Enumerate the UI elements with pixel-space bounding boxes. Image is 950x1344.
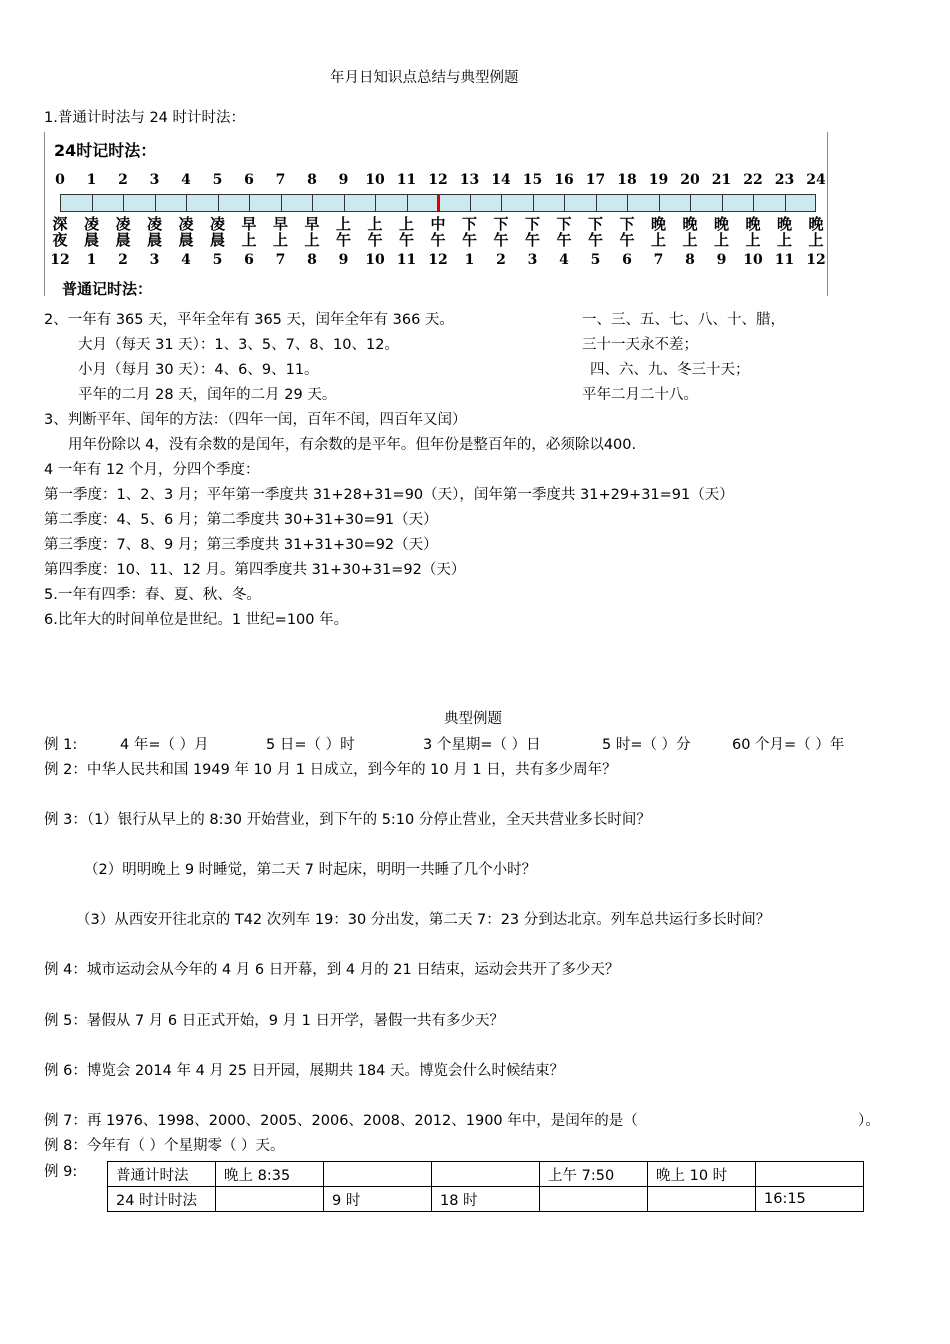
- note-2c: 平年的二月 28 天，闰年的二月 29 天。: [78, 387, 337, 403]
- table-cell: 普通计时法: [108, 1162, 216, 1187]
- hour-24-label: 18: [617, 172, 637, 188]
- caption-12h: 普通记时法：: [62, 280, 153, 298]
- period-label: 早上: [272, 215, 288, 249]
- time-system-figure: [44, 132, 830, 300]
- hour-24-label: 13: [459, 172, 480, 188]
- period-label: 晚上: [745, 215, 761, 249]
- hour-tick: [659, 195, 660, 211]
- example-7: 例 7：再 1976、1998、2000、2005、2006、2008、2012、1900 年中，是闰年的是（: [44, 1113, 638, 1129]
- table-row: [108, 1187, 864, 1212]
- table-cell: 16:15: [756, 1187, 864, 1212]
- hour-12-label: 8: [307, 252, 317, 268]
- hour-24-label: 8: [307, 172, 317, 188]
- hour-24-label: 11: [396, 172, 417, 188]
- hour-24-label: 10: [365, 172, 385, 188]
- hour-24-label: 9: [338, 172, 349, 188]
- example-7-end: ）。: [858, 1113, 880, 1129]
- hour-tick: [501, 195, 502, 211]
- example-3-2: （2）明明晚上 9 时睡觉，第二天 7 时起床，明明一共睡了几个小时？: [84, 862, 537, 878]
- rhyme-line-1: 一、三、五、七、八、十、腊，: [582, 312, 785, 328]
- hour-tick: [249, 195, 250, 211]
- period-label: 中午: [430, 215, 446, 249]
- example-4: 例 4：城市运动会从今年的 4 月 6 日开幕，到 4 月的 21 日结束，运动会共开了多少天？: [44, 962, 620, 978]
- example-3-1: 例 3：（1）银行从早上的 8:30 开始营业，到下午的 5:10 分停止营业，全天共营业多长时间？: [44, 812, 651, 828]
- hour-24-label: 5: [212, 172, 223, 188]
- hour-12-label: 9: [716, 252, 727, 268]
- period-label: 晚上: [650, 215, 666, 249]
- hour-12-label: 1: [464, 252, 475, 268]
- period-label: 下午: [461, 215, 477, 249]
- table-cell[interactable]: [756, 1162, 864, 1187]
- hour-tick: [186, 195, 187, 211]
- table-cell: 9 时: [324, 1187, 432, 1212]
- example-8: 例 8：今年有（ ）个星期零（ ）天。: [44, 1138, 285, 1154]
- example-9-table: [107, 1161, 864, 1212]
- note-6: 6.比年大的时间单位是世纪。1 世纪=100 年。: [44, 612, 349, 628]
- hour-12-label: 5: [590, 252, 601, 268]
- noon-marker: [437, 195, 440, 211]
- hour-tick: [753, 195, 754, 211]
- hour-24-label: 6: [244, 172, 254, 188]
- hour-24-label: 14: [491, 172, 511, 188]
- hour-24-label: 16: [554, 172, 574, 188]
- hour-tick: [470, 195, 471, 211]
- period-label: 深夜: [52, 215, 68, 249]
- hour-12-label: 10: [743, 252, 763, 268]
- hour-12-label: 2: [118, 252, 128, 268]
- rhyme-line-4: 平年二月二十八。: [582, 387, 698, 403]
- period-label: 凌晨: [209, 215, 225, 249]
- hour-12-label: 8: [685, 252, 695, 268]
- hour-tick: [690, 195, 691, 211]
- example-3-3: （3）从西安开往北京的 T42 次列车 19：30 分出发，第二天 7：23 分到达北京。列车总共运行多长时间？: [76, 912, 771, 928]
- hour-tick: [407, 195, 408, 211]
- hour-12-label: 1: [86, 252, 97, 268]
- example-5: 例 5：暑假从 7 月 6 日正式开始，9 月 1 日开学，暑假一共有多少天？: [44, 1013, 504, 1029]
- hour-24-label: 21: [711, 172, 732, 188]
- hour-12-label: 9: [338, 252, 349, 268]
- hour-24-label: 7: [275, 172, 286, 188]
- hour-24-label: 4: [181, 172, 191, 188]
- hour-tick: [785, 195, 786, 211]
- hour-tick: [627, 195, 628, 211]
- period-label: 上午: [367, 215, 383, 249]
- hour-tick: [722, 195, 723, 211]
- example-1-item: 3 个星期=（ ）日: [423, 737, 541, 753]
- period-label: 下午: [524, 215, 540, 249]
- page-title: 年月日知识点总结与典型例题: [330, 70, 519, 86]
- example-9-label: 例 9:: [44, 1164, 78, 1180]
- table-cell: 24 时计时法: [108, 1187, 216, 1212]
- note-2: 2、一年有 365 天，平年全年有 365 天，闰年全年有 366 天。: [44, 312, 454, 328]
- note-4: 4 一年有 12 个月，分四个季度：: [44, 462, 260, 478]
- table-row: [108, 1162, 864, 1187]
- hour-24-label: 15: [522, 172, 543, 188]
- hour-24-label: 17: [585, 172, 606, 188]
- example-1-item: 5 时=（ ）分: [602, 737, 691, 753]
- period-label: 凌晨: [146, 215, 162, 249]
- note-3: 3、判断平年、闰年的方法：（四年一闰，百年不闰，四百年又闰）: [44, 412, 467, 428]
- hour-12-label: 4: [559, 252, 569, 268]
- hour-12-label: 7: [275, 252, 286, 268]
- table-cell: 晚上 8:35: [216, 1162, 324, 1187]
- hour-tick: [218, 195, 219, 211]
- hour-12-label: 3: [527, 252, 538, 268]
- hour-tick: [375, 195, 376, 211]
- rhyme-line-2: 三十一天永不差；: [582, 337, 698, 353]
- hour-12-label: 5: [212, 252, 223, 268]
- hour-tick: [533, 195, 534, 211]
- note-3a: 用年份除以 4，没有余数的是闰年，有余数的是平年。但年份是整百年的，必须除以400.: [68, 437, 637, 453]
- example-6: 例 6：博览会 2014 年 4 月 25 日开园，展期共 184 天。博览会什么时候结束？: [44, 1063, 564, 1079]
- period-label: 凌晨: [115, 215, 131, 249]
- hour-12-label: 4: [181, 252, 191, 268]
- hour-12-label: 12: [806, 252, 826, 268]
- period-label: 上午: [335, 215, 351, 249]
- hour-tick: [344, 195, 345, 211]
- period-label: 下午: [619, 215, 635, 249]
- example-1-label: 例 1:: [44, 737, 78, 753]
- hour-tick: [92, 195, 93, 211]
- table-cell[interactable]: [540, 1187, 648, 1212]
- period-label: 下午: [493, 215, 509, 249]
- table-cell: 晚上 10 时: [648, 1162, 756, 1187]
- hour-24-label: 24: [806, 172, 826, 188]
- hour-24-label: 20: [680, 172, 700, 188]
- hour-24-label: 23: [774, 172, 795, 188]
- table-cell[interactable]: [648, 1187, 756, 1212]
- quarter-4: 第四季度：10、11、12 月。第四季度共 31+30+31=92（天）: [44, 562, 466, 578]
- hour-12-label: 2: [496, 252, 506, 268]
- time-bar: [60, 194, 816, 212]
- hour-tick: [312, 195, 313, 211]
- period-label: 晚上: [776, 215, 792, 249]
- hour-24-label: 22: [743, 172, 763, 188]
- period-label: 下午: [587, 215, 603, 249]
- hour-12-label: 7: [653, 252, 664, 268]
- table-cell[interactable]: [432, 1162, 540, 1187]
- period-label: 晚上: [682, 215, 698, 249]
- period-label: 凌晨: [83, 215, 99, 249]
- hour-tick: [123, 195, 124, 211]
- hour-12-label: 11: [774, 252, 795, 268]
- period-label: 凌晨: [178, 215, 194, 249]
- section-1-heading: 1.普通计时法与 24 时计时法：: [44, 110, 246, 126]
- quarter-1: 第一季度：1、2、3 月；平年第一季度共 31+28+31=90（天），闰年第一季度共 31+29+31=91（天）: [44, 487, 734, 503]
- hour-24-label: 1: [86, 172, 97, 188]
- example-1-item: 5 日=（ ）时: [266, 737, 355, 753]
- hour-tick: [281, 195, 282, 211]
- hour-24-label: 12: [428, 172, 448, 188]
- period-label: 上午: [398, 215, 414, 249]
- note-2b: 小月（每月 30 天）：4、6、9、11。: [78, 362, 319, 378]
- period-label: 早上: [304, 215, 320, 249]
- period-label: 晚上: [808, 215, 824, 249]
- hour-12-label: 12: [50, 252, 70, 268]
- period-label: 晚上: [713, 215, 729, 249]
- hour-24-label: 2: [118, 172, 128, 188]
- table-cell[interactable]: [324, 1162, 432, 1187]
- note-5: 5.一年有四季：春、夏、秋、冬。: [44, 587, 261, 603]
- hour-24-label: 19: [648, 172, 669, 188]
- period-label: 下午: [556, 215, 572, 249]
- examples-heading: 典型例题: [444, 711, 502, 727]
- table-cell[interactable]: [216, 1187, 324, 1212]
- hour-12-label: 6: [244, 252, 254, 268]
- hour-tick: [155, 195, 156, 211]
- hour-tick: [596, 195, 597, 211]
- hour-12-label: 10: [365, 252, 385, 268]
- example-1-item: 60 个月=（ ）年: [732, 737, 845, 753]
- example-1-item: 4 年=（ ）月: [120, 737, 209, 753]
- note-2a: 大月（每天 31 天）：1、3、5、7、8、10、12。: [78, 337, 399, 353]
- hour-12-label: 12: [428, 252, 448, 268]
- hour-24-label: 0: [55, 172, 65, 188]
- quarter-2: 第二季度：4、5、6 月；第二季度共 30+31+30=91（天）: [44, 512, 438, 528]
- hour-12-label: 6: [622, 252, 632, 268]
- hour-12-label: 11: [396, 252, 417, 268]
- rhyme-line-3: 四、六、九、冬三十天；: [590, 362, 750, 378]
- quarter-3: 第三季度：7、8、9 月；第三季度共 31+31+30=92（天）: [44, 537, 438, 553]
- table-cell: 18 时: [432, 1187, 540, 1212]
- hour-tick: [564, 195, 565, 211]
- example-2: 例 2：中华人民共和国 1949 年 10 月 1 日成立，到今年的 10 月 1 日，共有多少周年？: [44, 762, 617, 778]
- period-label: 早上: [241, 215, 257, 249]
- caption-24h: 24时记时法：: [54, 141, 157, 160]
- hour-12-label: 3: [149, 252, 160, 268]
- table-cell: 上午 7:50: [540, 1162, 648, 1187]
- hour-24-label: 3: [149, 172, 160, 188]
